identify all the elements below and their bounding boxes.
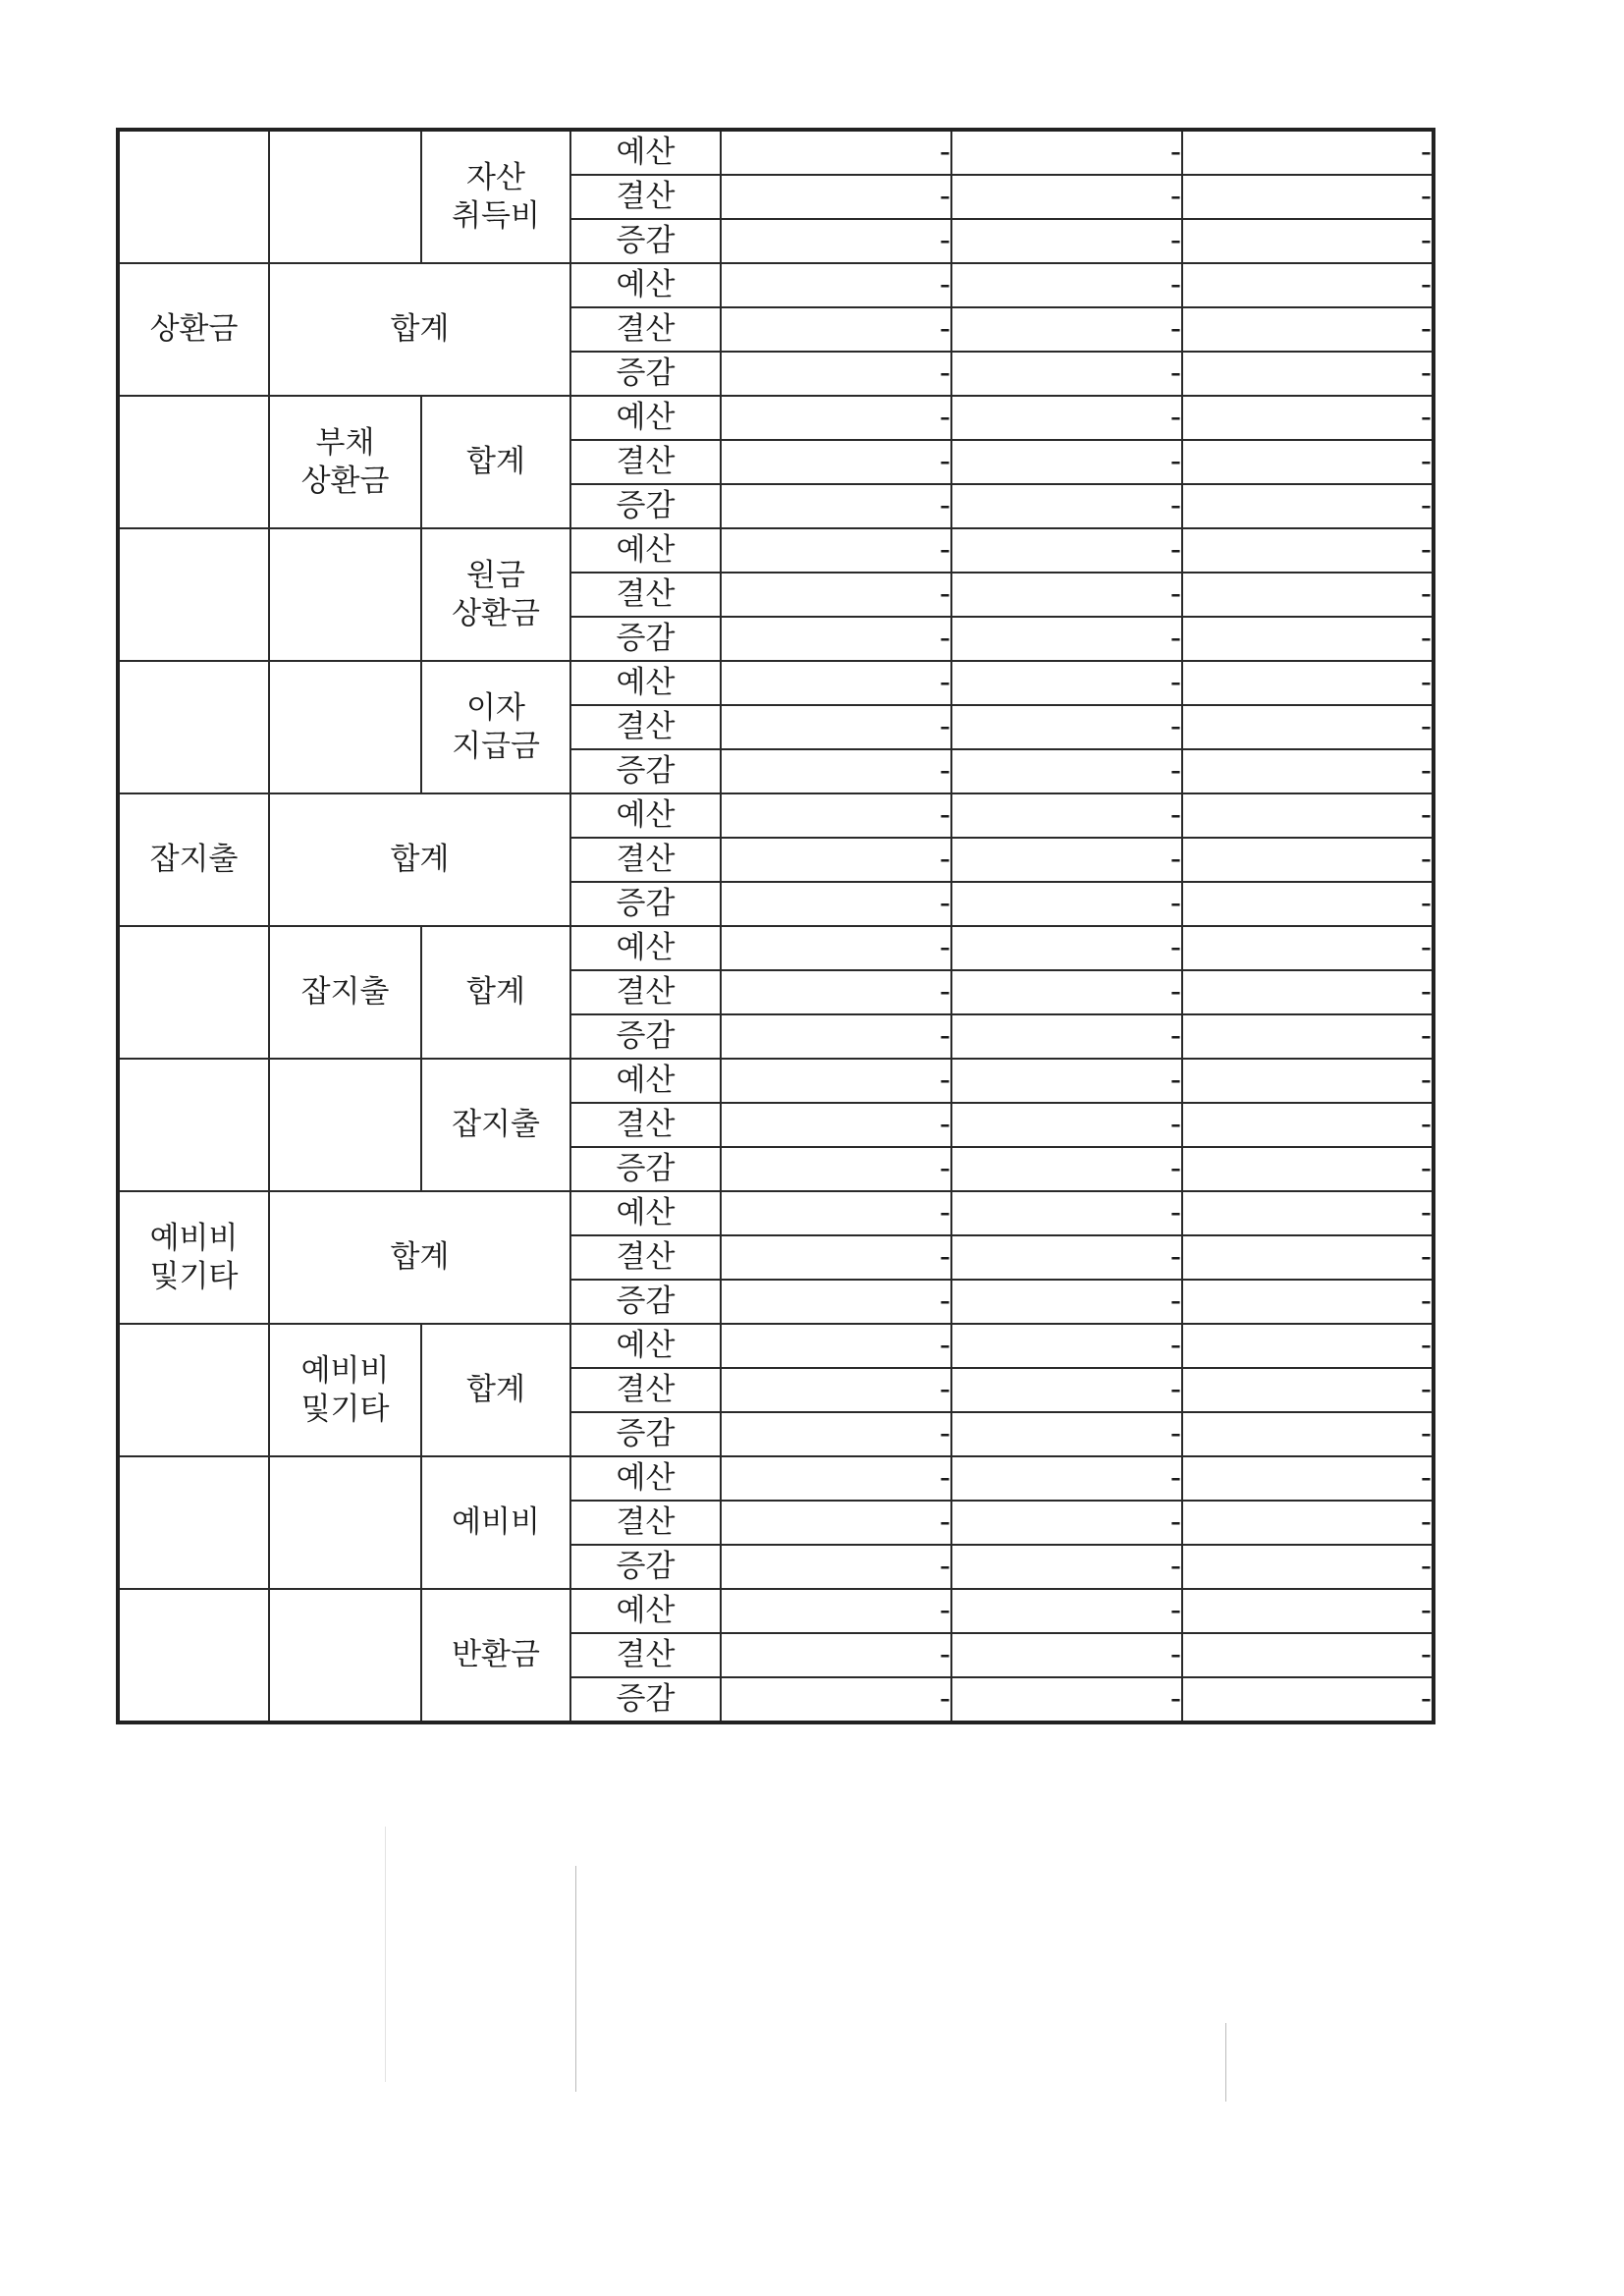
category-cell-total: 합계 — [269, 1191, 570, 1324]
value-cell: - — [1182, 617, 1434, 661]
category-cell-level2 — [269, 130, 421, 263]
row-type-label: 증감 — [570, 352, 721, 396]
category-cell-level1 — [118, 1324, 269, 1456]
value-cell: - — [951, 1545, 1182, 1589]
value-cell: - — [951, 1147, 1182, 1191]
category-cell-level3: 잡지출 — [421, 1059, 570, 1191]
value-cell: - — [1182, 219, 1434, 263]
table-row — [118, 396, 1434, 440]
row-type-label: 결산 — [570, 573, 721, 617]
row-type-label: 결산 — [570, 1633, 721, 1677]
row-type-label: 결산 — [570, 838, 721, 882]
category-cell-level2 — [269, 1589, 421, 1722]
value-cell: - — [721, 793, 951, 838]
value-cell: - — [721, 617, 951, 661]
value-cell: - — [951, 661, 1182, 705]
value-cell: - — [951, 219, 1182, 263]
category-cell-level3: 자산 취득비 — [421, 130, 570, 263]
table-row — [118, 793, 1434, 838]
row-type-label: 예산 — [570, 528, 721, 573]
value-cell: - — [1182, 263, 1434, 307]
value-cell: - — [721, 130, 951, 175]
value-cell: - — [721, 263, 951, 307]
value-cell: - — [1182, 661, 1434, 705]
category-cell-level1: 잡지출 — [118, 793, 269, 926]
value-cell: - — [721, 1545, 951, 1589]
value-cell: - — [951, 926, 1182, 970]
value-cell: - — [721, 440, 951, 484]
value-cell: - — [951, 1014, 1182, 1059]
value-cell: - — [1182, 1501, 1434, 1545]
value-cell: - — [1182, 1677, 1434, 1722]
row-type-label: 증감 — [570, 617, 721, 661]
table-row — [118, 1191, 1434, 1235]
value-cell: - — [721, 219, 951, 263]
row-type-label: 결산 — [570, 1501, 721, 1545]
value-cell: - — [1182, 1368, 1434, 1412]
row-type-label: 결산 — [570, 705, 721, 749]
value-cell: - — [721, 661, 951, 705]
value-cell: - — [721, 1235, 951, 1280]
category-cell-level2: 예비비 및기타 — [269, 1324, 421, 1456]
value-cell: - — [1182, 352, 1434, 396]
value-cell: - — [951, 263, 1182, 307]
row-type-label: 증감 — [570, 484, 721, 528]
value-cell: - — [1182, 396, 1434, 440]
row-type-label: 예산 — [570, 1191, 721, 1235]
value-cell: - — [721, 749, 951, 793]
row-type-label: 결산 — [570, 1368, 721, 1412]
category-cell-level1 — [118, 130, 269, 263]
row-type-label: 증감 — [570, 882, 721, 926]
row-type-label: 결산 — [570, 1103, 721, 1147]
row-type-label: 예산 — [570, 130, 721, 175]
category-cell-level3: 합계 — [421, 396, 570, 528]
value-cell: - — [1182, 1545, 1434, 1589]
row-type-label: 증감 — [570, 1280, 721, 1324]
row-type-label: 증감 — [570, 1677, 721, 1722]
category-cell-level1 — [118, 396, 269, 528]
value-cell: - — [1182, 705, 1434, 749]
row-type-label: 증감 — [570, 1412, 721, 1456]
value-cell: - — [951, 1103, 1182, 1147]
category-cell-level2: 부채 상환금 — [269, 396, 421, 528]
category-cell-level1 — [118, 1059, 269, 1191]
value-cell: - — [951, 396, 1182, 440]
row-type-label: 예산 — [570, 1456, 721, 1501]
category-cell-level1 — [118, 1456, 269, 1589]
value-cell: - — [1182, 1589, 1434, 1633]
value-cell: - — [1182, 440, 1434, 484]
value-cell: - — [721, 1280, 951, 1324]
value-cell: - — [1182, 1191, 1434, 1235]
row-type-label: 예산 — [570, 661, 721, 705]
category-cell-level2: 잡지출 — [269, 926, 421, 1059]
table-row — [118, 528, 1434, 573]
value-cell: - — [721, 484, 951, 528]
table-row — [118, 1589, 1434, 1633]
row-type-label: 증감 — [570, 1014, 721, 1059]
category-cell-level1: 상환금 — [118, 263, 269, 396]
value-cell: - — [721, 1147, 951, 1191]
value-cell: - — [1182, 1103, 1434, 1147]
value-cell: - — [951, 1677, 1182, 1722]
value-cell: - — [721, 882, 951, 926]
value-cell: - — [1182, 528, 1434, 573]
value-cell: - — [721, 573, 951, 617]
category-cell-total: 합계 — [269, 263, 570, 396]
category-cell-level2 — [269, 528, 421, 661]
value-cell: - — [721, 307, 951, 352]
value-cell: - — [721, 1103, 951, 1147]
category-cell-level3: 합계 — [421, 926, 570, 1059]
value-cell: - — [721, 1368, 951, 1412]
value-cell: - — [721, 1059, 951, 1103]
row-type-label: 결산 — [570, 307, 721, 352]
value-cell: - — [951, 1280, 1182, 1324]
value-cell: - — [1182, 130, 1434, 175]
category-cell-level1: 예비비 및기타 — [118, 1191, 269, 1324]
value-cell: - — [1182, 1014, 1434, 1059]
value-cell: - — [951, 1589, 1182, 1633]
row-type-label: 결산 — [570, 970, 721, 1014]
value-cell: - — [951, 1235, 1182, 1280]
value-cell: - — [721, 396, 951, 440]
row-type-label: 예산 — [570, 1059, 721, 1103]
table-row — [118, 1456, 1434, 1501]
value-cell: - — [951, 1368, 1182, 1412]
category-cell-level3: 반환금 — [421, 1589, 570, 1722]
scan-artifact — [575, 1866, 576, 2092]
value-cell: - — [721, 705, 951, 749]
value-cell: - — [1182, 749, 1434, 793]
row-type-label: 결산 — [570, 440, 721, 484]
value-cell: - — [721, 1191, 951, 1235]
value-cell: - — [951, 793, 1182, 838]
scan-artifact — [385, 1827, 386, 2082]
value-cell: - — [951, 749, 1182, 793]
category-cell-level2 — [269, 1456, 421, 1589]
scan-artifact — [1225, 2023, 1226, 2102]
value-cell: - — [951, 1191, 1182, 1235]
value-cell: - — [951, 1412, 1182, 1456]
value-cell: - — [951, 528, 1182, 573]
value-cell: - — [1182, 838, 1434, 882]
value-cell: - — [721, 1014, 951, 1059]
category-cell-level1 — [118, 926, 269, 1059]
value-cell: - — [721, 970, 951, 1014]
value-cell: - — [721, 838, 951, 882]
value-cell: - — [951, 440, 1182, 484]
value-cell: - — [951, 970, 1182, 1014]
value-cell: - — [951, 617, 1182, 661]
row-type-label: 예산 — [570, 926, 721, 970]
row-type-label: 결산 — [570, 175, 721, 219]
budget-table — [116, 128, 1435, 1724]
value-cell: - — [1182, 307, 1434, 352]
row-type-label: 예산 — [570, 1324, 721, 1368]
row-type-label: 증감 — [570, 1147, 721, 1191]
table-row — [118, 263, 1434, 307]
value-cell: - — [721, 1501, 951, 1545]
row-type-label: 예산 — [570, 263, 721, 307]
value-cell: - — [951, 1059, 1182, 1103]
value-cell: - — [951, 307, 1182, 352]
value-cell: - — [951, 352, 1182, 396]
value-cell: - — [951, 1324, 1182, 1368]
value-cell: - — [1182, 970, 1434, 1014]
category-cell-level3: 원금 상환금 — [421, 528, 570, 661]
budget-table-body — [118, 130, 1434, 1722]
value-cell: - — [1182, 1059, 1434, 1103]
value-cell: - — [1182, 1280, 1434, 1324]
value-cell: - — [721, 926, 951, 970]
category-cell-level3: 예비비 — [421, 1456, 570, 1589]
value-cell: - — [1182, 1412, 1434, 1456]
value-cell: - — [951, 1633, 1182, 1677]
row-type-label: 예산 — [570, 396, 721, 440]
row-type-label: 예산 — [570, 793, 721, 838]
value-cell: - — [721, 1677, 951, 1722]
value-cell: - — [1182, 1235, 1434, 1280]
value-cell: - — [1182, 1147, 1434, 1191]
value-cell: - — [951, 1501, 1182, 1545]
value-cell: - — [951, 1456, 1182, 1501]
value-cell: - — [1182, 1633, 1434, 1677]
value-cell: - — [721, 1589, 951, 1633]
value-cell: - — [721, 1324, 951, 1368]
category-cell-level3: 합계 — [421, 1324, 570, 1456]
value-cell: - — [721, 175, 951, 219]
category-cell-level2 — [269, 661, 421, 793]
value-cell: - — [1182, 1324, 1434, 1368]
table-row — [118, 130, 1434, 175]
value-cell: - — [1182, 793, 1434, 838]
category-cell-level2 — [269, 1059, 421, 1191]
value-cell: - — [721, 1456, 951, 1501]
table-row — [118, 1059, 1434, 1103]
value-cell: - — [721, 1412, 951, 1456]
value-cell: - — [721, 352, 951, 396]
row-type-label: 증감 — [570, 1545, 721, 1589]
table-row — [118, 1324, 1434, 1368]
table-row — [118, 926, 1434, 970]
value-cell: - — [951, 838, 1182, 882]
value-cell: - — [1182, 882, 1434, 926]
value-cell: - — [951, 705, 1182, 749]
value-cell: - — [951, 130, 1182, 175]
value-cell: - — [1182, 1456, 1434, 1501]
row-type-label: 증감 — [570, 219, 721, 263]
value-cell: - — [1182, 175, 1434, 219]
row-type-label: 증감 — [570, 749, 721, 793]
value-cell: - — [1182, 926, 1434, 970]
value-cell: - — [1182, 573, 1434, 617]
value-cell: - — [951, 573, 1182, 617]
value-cell: - — [721, 1633, 951, 1677]
table-row — [118, 661, 1434, 705]
category-cell-level3: 이자 지급금 — [421, 661, 570, 793]
value-cell: - — [951, 882, 1182, 926]
value-cell: - — [721, 528, 951, 573]
category-cell-level1 — [118, 528, 269, 661]
category-cell-level1 — [118, 1589, 269, 1722]
value-cell: - — [951, 484, 1182, 528]
category-cell-total: 합계 — [269, 793, 570, 926]
row-type-label: 예산 — [570, 1589, 721, 1633]
value-cell: - — [951, 175, 1182, 219]
row-type-label: 결산 — [570, 1235, 721, 1280]
value-cell: - — [1182, 484, 1434, 528]
category-cell-level1 — [118, 661, 269, 793]
